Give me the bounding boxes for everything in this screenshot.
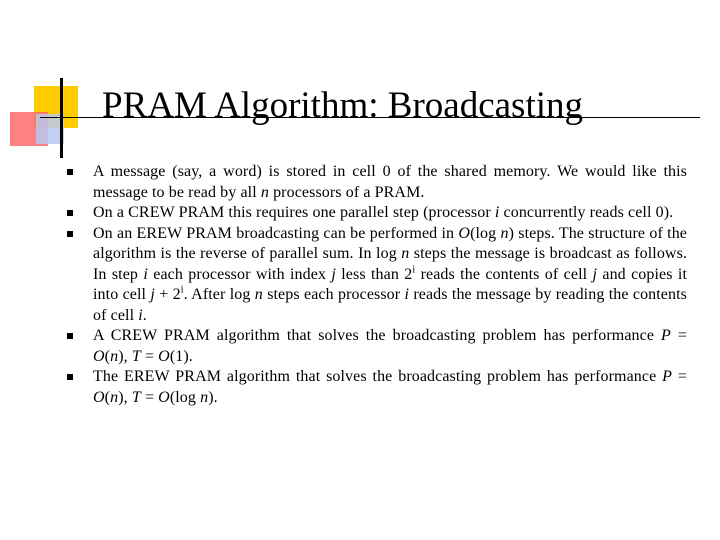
italic-text: O (458, 224, 471, 242)
square-bullet-icon (67, 333, 73, 339)
italic-text: n (200, 388, 209, 406)
bullet-text: + 2 (154, 286, 181, 303)
italic-text: P (662, 368, 673, 385)
bullet-text: and copies it into cell (93, 265, 688, 303)
italic-text: n (260, 183, 269, 201)
italic-text: i (138, 306, 143, 324)
bullet-text: = (670, 327, 688, 344)
bullet-text: = (140, 347, 159, 365)
bullet-text: (1). (169, 347, 193, 365)
italic-text: O (158, 388, 170, 406)
bullet-text: less than 2 (335, 265, 413, 283)
square-bullet-icon (67, 210, 73, 216)
bullet-text: A message (say, a word) is stored in cell 0 of the shared memory. We would like this message to be read by all (93, 163, 687, 201)
bullet-text: ) steps. The structure of the algorithm is the reverse of parallel sum. In log (93, 224, 687, 262)
logo-vertical-line (60, 78, 63, 158)
italic-text: i (404, 286, 410, 303)
bullet-text: reads the contents of cell (415, 265, 593, 283)
italic-text: n (110, 347, 119, 365)
bullet-text: concurrently reads cell 0). (499, 204, 674, 221)
italic-text: j (592, 265, 598, 283)
bullet-text: ). (208, 388, 218, 406)
bullet-item (67, 224, 687, 327)
italic-text: j (331, 265, 336, 283)
bullet-text: . After log (183, 286, 255, 303)
bullet-text: = (672, 368, 687, 385)
italic-text: T (131, 347, 141, 365)
bullet-text: A CREW PRAM algorithm that solves the broadcasting problem has performance (93, 327, 662, 344)
italic-text: n (500, 224, 509, 242)
italic-text: O (93, 347, 105, 365)
bullet-text: = (140, 388, 159, 406)
bullet-text: . (142, 306, 147, 324)
bullet-text: The EREW PRAM algorithm that solves the broadcasting problem has performance (93, 368, 663, 385)
square-bullet-icon (67, 374, 73, 380)
italic-text: O (93, 388, 105, 406)
italic-text: i (494, 204, 500, 221)
bullet-text: (log (470, 224, 501, 242)
italic-text: i (143, 265, 148, 283)
bullet-text: ), (118, 347, 132, 365)
italic-text: j (150, 286, 155, 303)
bullet-text: (log (169, 388, 201, 406)
bullet-text: reads the message by reading the contents of cell (93, 286, 687, 324)
italic-text: n (401, 245, 410, 262)
bullet-item (67, 203, 687, 224)
italic-text: n (110, 388, 119, 406)
bullet-text: steps each processor (262, 286, 405, 303)
superscript-text: i (412, 264, 416, 276)
bullet-text: processors of a PRAM. (268, 183, 425, 201)
slide-title: PRAM Algorithm: Broadcasting (102, 85, 583, 126)
square-bullet-icon (67, 169, 73, 175)
square-bullet-icon (67, 231, 73, 237)
bullet-item (67, 367, 687, 408)
bullet-item (67, 162, 687, 203)
italic-text: n (254, 286, 263, 303)
bullet-text: ( (104, 347, 111, 365)
superscript-text: i (180, 284, 184, 296)
italic-text: T (131, 388, 141, 406)
bullet-text: ( (104, 388, 111, 406)
bullet-text: ), (118, 388, 132, 406)
bullet-list (67, 162, 687, 408)
bullet-item (67, 326, 687, 367)
slide-logo-decoration (0, 0, 720, 160)
bullet-text: steps the message is broadcast as follows. In step (93, 245, 688, 283)
italic-text: O (158, 347, 170, 365)
bullet-text: each processor with index (147, 265, 332, 283)
bullet-text: On an EREW PRAM broadcasting can be performed in (93, 224, 459, 242)
bullet-text: On a CREW PRAM this requires one parallel step (processor (93, 204, 495, 221)
italic-text: P (661, 327, 671, 344)
